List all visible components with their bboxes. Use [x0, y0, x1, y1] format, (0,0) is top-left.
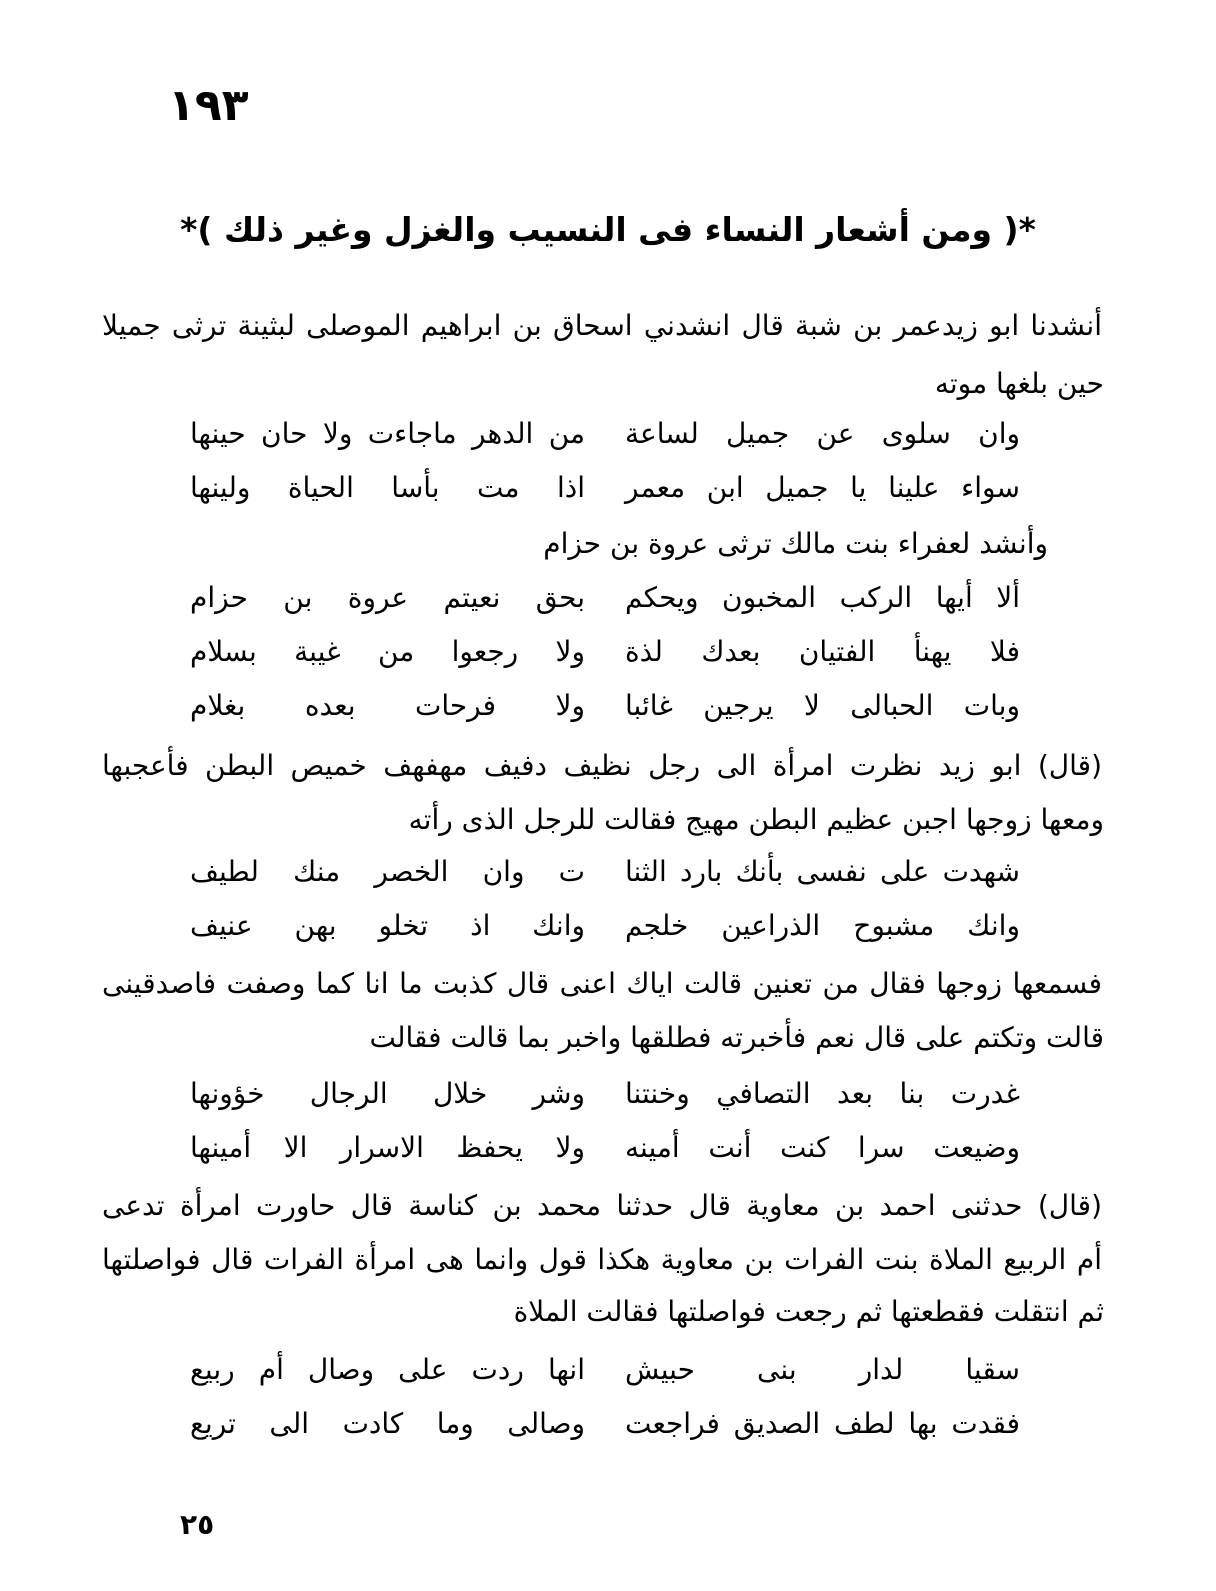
verse-second-hemistich: ت وان الخصر منك لطيف — [190, 855, 585, 888]
verse-line — [190, 1077, 1020, 1116]
prose-line: وأنشد لعفراء بنت مالك ترثى عروة بن حزام — [543, 527, 1048, 560]
verse-line — [190, 471, 1020, 510]
verse-first-hemistich: وان سلوى عن جميل لساعة — [625, 417, 1020, 450]
verse-second-hemistich: ولا رجعوا من غيبة بسلام — [190, 635, 585, 668]
verse-second-hemistich: ولا فرحات بعده بغلام — [190, 689, 585, 722]
prose-line: أم الربيع الملاة بنت الفرات بن معاوية هكذا قول وانما هى امرأة الفرات قال فواصلتها — [102, 1243, 1102, 1276]
section-heading: *( ومن أشعار النساء فى النسيب والغزل وغير ذلك )* — [180, 210, 1036, 249]
verse-first-hemistich: شهدت على نفسى بأنك بارد الثنا — [625, 855, 1020, 888]
verse-line — [190, 855, 1020, 894]
verse-line — [190, 635, 1020, 674]
prose-line: (قال) حدثنى احمد بن معاوية قال حدثنا محمد بن كناسة قال حاورت امرأة تدعى — [102, 1189, 1102, 1222]
prose-line: قالت وتكتم على قال نعم فأخبرته فطلقها واخبر بما قالت فقالت — [369, 1021, 1104, 1054]
verse-first-hemistich: وانك مشبوح الذراعين خلجم — [625, 909, 1020, 942]
verse-line — [190, 909, 1020, 948]
verse-second-hemistich: وشر خلال الرجال خؤونها — [190, 1077, 585, 1110]
verse-first-hemistich: سواء علينا يا جميل ابن معمر — [625, 471, 1020, 504]
prose-line: أنشدنا ابو زيدعمر بن شبة قال انشدني اسحاق بن ابراهيم الموصلى لبثينة ترثى جميلا — [102, 309, 1102, 342]
verse-first-hemistich: وضيعت سرا كنت أنت أمينه — [625, 1131, 1020, 1164]
verse-line — [190, 1407, 1020, 1446]
verse-line — [190, 689, 1020, 728]
verse-first-hemistich: ألا أيها الركب المخبون ويحكم — [625, 581, 1020, 614]
verse-second-hemistich: وانك اذ تخلو بهن عنيف — [190, 909, 585, 942]
verse-line — [190, 417, 1020, 456]
prose-line: فسمعها زوجها فقال من تعنين قالت اياك اعنى قال كذبت ما انا كما وصفت فاصدقينى — [102, 967, 1102, 1000]
prose-line: (قال) ابو زيد نظرت امرأة الى رجل نظيف دفيف مهفهف خميص البطن فأعجبها — [102, 749, 1102, 782]
page-number: ١٩٣ — [168, 80, 249, 131]
signature-mark: ٢٥ — [180, 1508, 215, 1541]
prose-line: ومعها زوجها اجبن عظيم البطن مهيج فقالت للرجل الذى رأته — [408, 803, 1104, 836]
verse-first-hemistich: غدرت بنا بعد التصافي وخنتنا — [625, 1077, 1020, 1110]
verse-first-hemistich: سقيا لدار بنى حبيش — [625, 1353, 1020, 1386]
verse-second-hemistich: اذا مت بأسا الحياة ولينها — [190, 471, 585, 504]
prose-line: حين بلغها موته — [934, 367, 1104, 400]
verse-line — [190, 581, 1020, 620]
verse-first-hemistich: فلا يهنأ الفتيان بعدك لذة — [625, 635, 1020, 668]
verse-line — [190, 1353, 1020, 1392]
verse-second-hemistich: انها ردت على وصال أم ربيع — [190, 1353, 585, 1386]
verse-first-hemistich: وبات الحبالى لا يرجين غائبا — [625, 689, 1020, 722]
verse-first-hemistich: فقدت بها لطف الصديق فراجعت — [625, 1407, 1020, 1440]
verse-second-hemistich: من الدهر ماجاءت ولا حان حينها — [190, 417, 585, 450]
prose-line: ثم انتقلت فقطعتها ثم رجعت فواصلتها فقالت الملاة — [513, 1295, 1104, 1328]
verse-line — [190, 1131, 1020, 1170]
verse-second-hemistich: ولا يحفظ الاسرار الا أمينها — [190, 1131, 585, 1164]
verse-second-hemistich: بحق نعيتم عروة بن حزام — [190, 581, 585, 614]
verse-second-hemistich: وصالى وما كادت الى تريع — [190, 1407, 585, 1440]
